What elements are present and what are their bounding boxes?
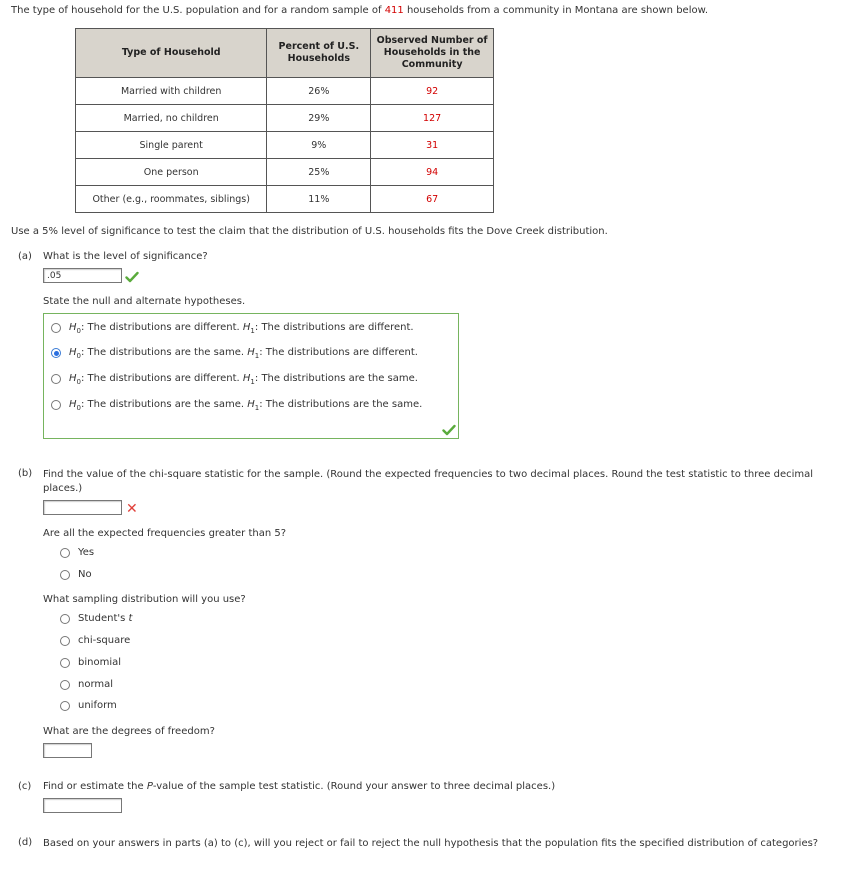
green-check-icon — [125, 271, 139, 283]
hypothesis-option-label: $H_0$: The distributions are the same. $H_1$: The distributions are different. — [69, 347, 418, 360]
part-a-question: What is the level of significance? — [43, 251, 208, 262]
cell-type: One person — [76, 159, 267, 186]
cell-percent: 25% — [267, 159, 371, 186]
sampling-option-label: chi-square — [78, 635, 131, 646]
cell-percent: 29% — [267, 105, 371, 132]
instruction-text: Use a 5% level of significance to test the claim that the distribution of U.S. households fits the Dove Creek distribution. — [11, 226, 608, 237]
header-percent: Percent of U.S. Households — [267, 29, 371, 78]
hypothesis-option-label: $H_0$: The distributions are different. $H_1$: The distributions are different. — [69, 322, 414, 335]
table-row — [76, 105, 494, 132]
cell-type: Married, no children — [76, 105, 267, 132]
hypotheses-prompt: State the null and alternate hypotheses. — [43, 296, 246, 307]
sampling-option-label: normal — [78, 679, 114, 690]
sampling-option-label: uniform — [78, 700, 117, 711]
cell-type: Other (e.g., roommates, siblings) — [76, 186, 267, 213]
sampling-radio-uniform[interactable] — [60, 701, 70, 711]
header-observed: Observed Number of Households in the Community — [371, 29, 494, 78]
intro-text: The type of household for the U.S. population and for a random sample of 411 households from a community in Montana are shown below. — [11, 5, 709, 16]
hypothesis-radio-3[interactable] — [51, 400, 61, 410]
cell-observed: 67 — [371, 186, 494, 213]
sampling-radio-binomial[interactable] — [60, 658, 70, 668]
sampling-radio-student-t[interactable] — [60, 614, 70, 624]
part-a-label: (a) — [18, 251, 32, 262]
cell-observed: 94 — [371, 159, 494, 186]
part-d-label: (d) — [18, 837, 33, 848]
expected-option-label: No — [78, 569, 92, 580]
degrees-freedom-question: What are the degrees of freedom? — [43, 726, 215, 737]
table-row — [76, 159, 494, 186]
hypothesis-option-label: $H_0$: The distributions are the same. $H_1$: The distributions are the same. — [69, 399, 423, 412]
part-d-question: Based on your answers in parts (a) to (c), will you reject or fail to reject the null hypothesis that the population fits the specified distribution of categories? — [43, 838, 819, 849]
cell-percent: 11% — [267, 186, 371, 213]
cell-observed: 127 — [371, 105, 494, 132]
table-header-row — [76, 29, 494, 78]
hypothesis-radio-0[interactable] — [51, 323, 61, 333]
cell-percent: 26% — [267, 78, 371, 105]
household-table — [75, 28, 494, 213]
part-c-question: Find or estimate the P-value of the sample test statistic. (Round your answer to three decimal places.) — [43, 781, 556, 792]
expected-option-label: Yes — [78, 547, 95, 558]
sample-size: 411 — [384, 5, 404, 16]
green-check-icon — [442, 424, 456, 436]
p-value-input[interactable] — [43, 798, 122, 813]
hypothesis-radio-1[interactable] — [51, 348, 61, 358]
cell-type: Single parent — [76, 132, 267, 159]
significance-input[interactable] — [43, 268, 122, 283]
sampling-radio-chi-square[interactable] — [60, 636, 70, 646]
table-row — [76, 186, 494, 213]
part-b-question: Find the value of the chi-square statistic for the sample. (Round the expected frequencies to two decimal places. Round the test statistic to three decimal places.) — [43, 469, 814, 494]
cell-observed: 31 — [371, 132, 494, 159]
sampling-option-label: Student's t — [78, 613, 133, 624]
expected-freq-question: Are all the expected frequencies greater than 5? — [43, 528, 287, 539]
sampling-dist-question: What sampling distribution will you use? — [43, 594, 246, 605]
hypothesis-option-label: $H_0$: The distributions are different. $H_1$: The distributions are the same. — [69, 373, 418, 386]
cell-observed: 92 — [371, 78, 494, 105]
degrees-freedom-input[interactable] — [43, 743, 92, 758]
sampling-option-label: binomial — [78, 657, 122, 668]
chi-square-input[interactable] — [43, 500, 122, 515]
cell-percent: 9% — [267, 132, 371, 159]
expected-radio-no[interactable] — [60, 570, 70, 580]
sampling-radio-normal[interactable] — [60, 680, 70, 690]
hypothesis-radio-2[interactable] — [51, 374, 61, 384]
table-row — [76, 78, 494, 105]
table-row — [76, 132, 494, 159]
expected-radio-yes[interactable] — [60, 548, 70, 558]
part-b-label: (b) — [18, 468, 33, 479]
part-c-label: (c) — [18, 781, 32, 792]
red-x-icon: ✕ — [126, 501, 138, 517]
header-type: Type of Household — [76, 29, 267, 78]
cell-type: Married with children — [76, 78, 267, 105]
